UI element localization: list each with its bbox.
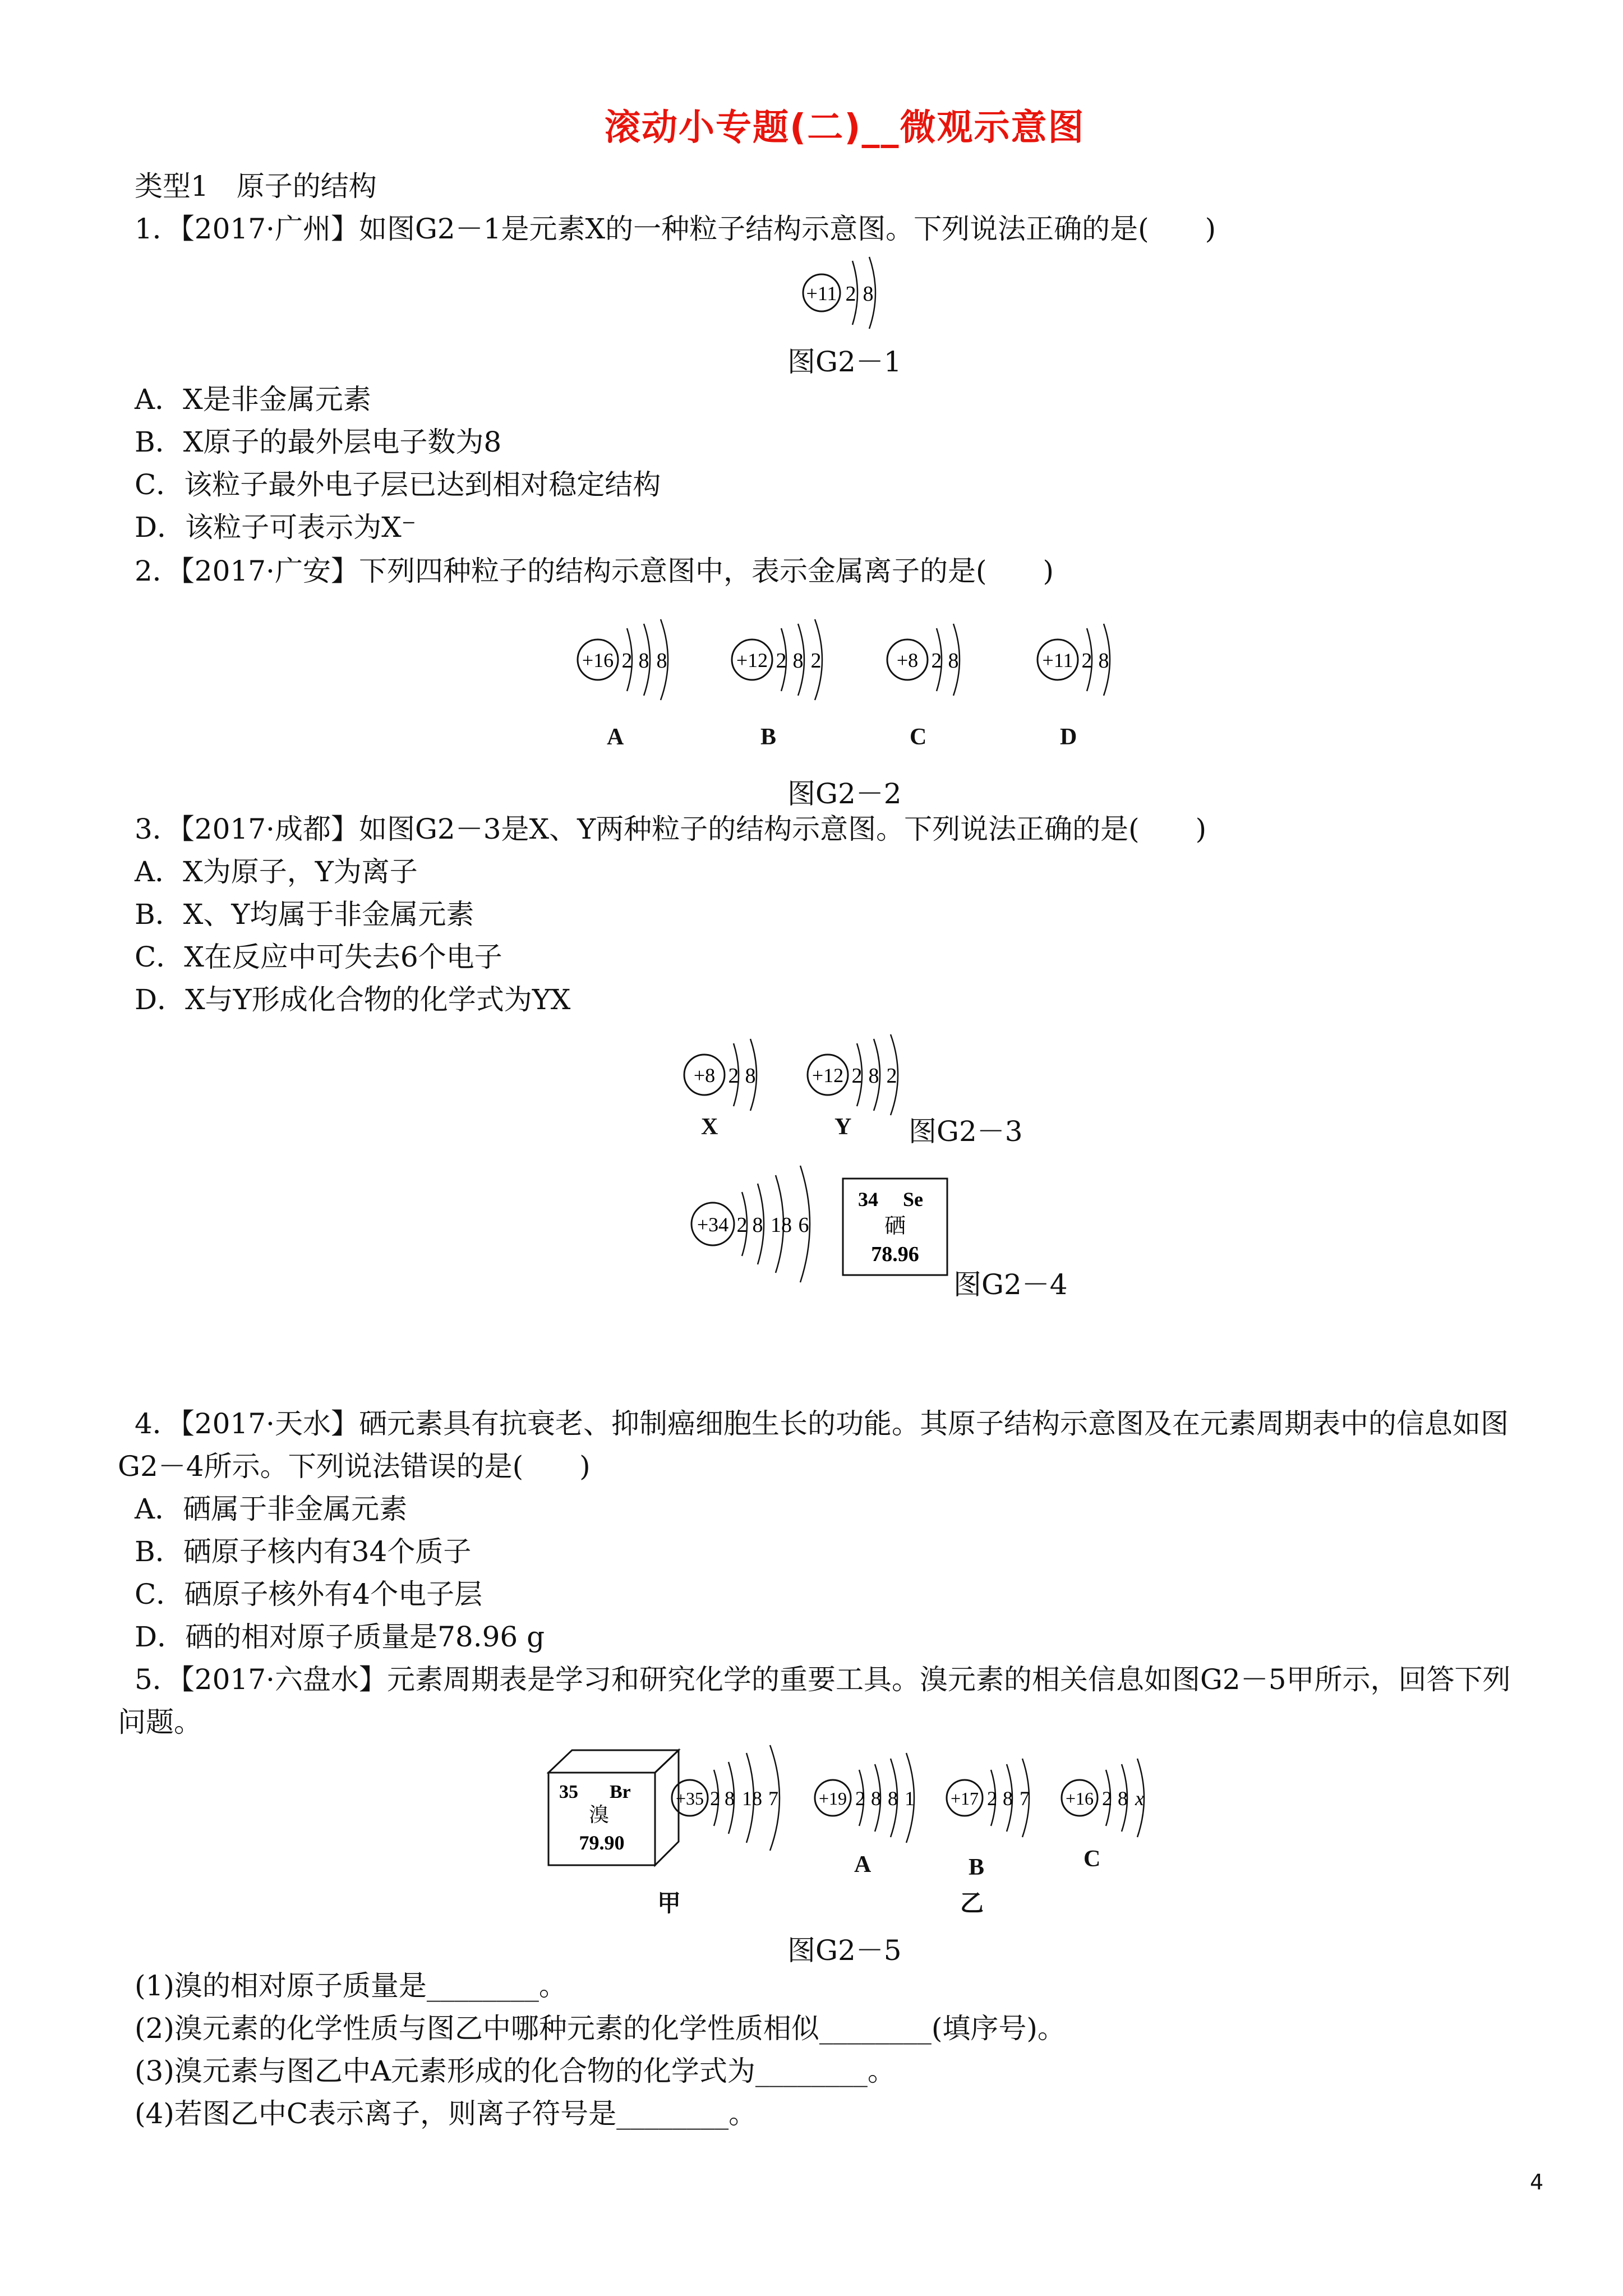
svg-text:8: 8 <box>745 1064 756 1088</box>
shell-2-count: 8 <box>863 282 874 306</box>
svg-text:7: 7 <box>1020 1787 1030 1810</box>
svg-text:2: 2 <box>621 649 633 673</box>
question-4-option-c: C．硒原子核外有4个电子层 <box>135 1578 483 1611</box>
svg-text:2: 2 <box>931 649 942 673</box>
bromine-periodic-cell <box>547 1747 681 1868</box>
question-1-option-c: C．该粒子最外电子层已达到相对稳定结构 <box>135 468 661 501</box>
question-3-stem: 3．【2017·成都】如图G2－3是X、Y两种粒子的结构示意图。下列说法正确的是( ) <box>135 813 1207 845</box>
svg-text:2: 2 <box>855 1787 865 1810</box>
svg-text:7: 7 <box>768 1787 778 1810</box>
yi-label-b: B <box>969 1855 985 1880</box>
svg-text:18: 18 <box>771 1213 792 1237</box>
svg-text:2: 2 <box>736 1213 748 1237</box>
section-heading: 类型1 原子的结构 <box>135 170 377 203</box>
svg-text:2: 2 <box>851 1064 863 1088</box>
selenium-periodic-cell <box>841 1177 953 1278</box>
svg-text:x: x <box>1135 1787 1144 1810</box>
svg-text:+17: +17 <box>950 1788 979 1809</box>
svg-text:8: 8 <box>1098 649 1109 673</box>
question-1-option-d: D．该粒子可表示为X⁻ <box>135 511 417 544</box>
svg-text:+11: +11 <box>1042 649 1073 671</box>
bromine-atom-diagram <box>665 1742 796 1854</box>
figure-g2-2-caption: 图G2－2 <box>787 777 902 810</box>
svg-text:硒: 硒 <box>884 1214 906 1238</box>
question-1-option-a: A．X是非金属元素 <box>135 383 371 416</box>
figure-label-y: Y <box>834 1114 852 1140</box>
question-3-option-c: C．X在反应中可失去6个电子 <box>135 941 502 973</box>
figure-g2-5-caption: 图G2－5 <box>787 1934 902 1967</box>
question-5-part-3: (3)溴元素与图乙中A元素形成的化合物的化学式为________。 <box>135 2055 896 2087</box>
atom-b-diagram <box>732 619 822 700</box>
svg-text:8: 8 <box>656 649 667 673</box>
svg-text:Se: Se <box>903 1188 923 1211</box>
question-5-part-4: (4)若图乙中C表示离子，则离子符号是________。 <box>135 2097 757 2130</box>
svg-text:+16: +16 <box>1065 1788 1094 1809</box>
svg-text:2: 2 <box>886 1064 897 1088</box>
figure-label-x: X <box>701 1114 718 1140</box>
question-3-option-b: B．X、Y均属于非金属元素 <box>135 898 474 931</box>
question-5-part-1: (1)溴的相对原子质量是________。 <box>135 1970 567 2002</box>
svg-text:8: 8 <box>638 649 649 673</box>
svg-text:+16: +16 <box>582 649 614 671</box>
yi-label-c: C <box>1083 1846 1101 1872</box>
svg-text:8: 8 <box>888 1787 898 1810</box>
figure-g2-1-atom <box>796 252 909 331</box>
svg-text:8: 8 <box>725 1787 735 1810</box>
yi-label-a: A <box>854 1852 872 1878</box>
svg-text:溴: 溴 <box>589 1803 610 1826</box>
svg-text:+19: +19 <box>818 1788 847 1809</box>
question-1-stem: 1．【2017·广州】如图G2－1是元素X的一种粒子结构示意图。下列说法正确的是( ) <box>135 213 1216 245</box>
svg-text:2: 2 <box>810 649 822 673</box>
svg-text:8: 8 <box>792 649 804 673</box>
figure-label-yi: 乙 <box>960 1891 984 1917</box>
svg-text:2: 2 <box>728 1064 739 1088</box>
figure-label-jia: 甲 <box>657 1891 681 1917</box>
figure-label-c: C <box>910 724 927 750</box>
svg-text:2: 2 <box>987 1787 997 1810</box>
figure-label-a: A <box>607 724 624 750</box>
svg-text:1: 1 <box>905 1787 915 1810</box>
question-5-part-2: (2)溴元素的化学性质与图乙中哪种元素的化学性质相似________(填序号)。 <box>135 2012 1066 2045</box>
shell-1-count: 2 <box>845 282 856 306</box>
question-4-option-d: D．硒的相对原子质量是78.96 g <box>135 1621 545 1653</box>
atom-y-diagram <box>808 1034 898 1115</box>
question-2-stem: 2．【2017·广安】下列四种粒子的结构示意图中，表示金属离子的是( ) <box>135 555 1054 587</box>
svg-text:2: 2 <box>1081 649 1092 673</box>
nucleus-label: +11 <box>806 282 837 305</box>
atom-x-diagram <box>684 1039 757 1111</box>
figure-g2-3 <box>673 1032 942 1122</box>
svg-text:+12: +12 <box>811 1064 844 1087</box>
atom-b-chlorine-diagram <box>939 1750 1046 1846</box>
svg-text:8: 8 <box>948 649 959 673</box>
svg-text:8: 8 <box>1003 1787 1013 1810</box>
atom-c-sulfur-diagram <box>1054 1750 1161 1846</box>
svg-text:+12: +12 <box>736 649 768 671</box>
svg-text:79.90: 79.90 <box>579 1832 625 1854</box>
page-title: 滚动小专题(二)__微观示意图 <box>605 107 1085 149</box>
question-4-stem-line-2: G2－4所示。下列说法错误的是( ) <box>118 1450 591 1483</box>
svg-text:2: 2 <box>776 649 787 673</box>
svg-text:+8: +8 <box>693 1064 716 1087</box>
svg-text:8: 8 <box>752 1213 763 1237</box>
figure-label-b: B <box>760 724 777 750</box>
atom-a-potassium-diagram <box>808 1750 931 1846</box>
svg-text:2: 2 <box>710 1787 720 1810</box>
page-number: 4 <box>1530 2170 1544 2194</box>
svg-text:35: 35 <box>559 1782 578 1802</box>
svg-text:8: 8 <box>1118 1787 1128 1810</box>
atom-a-diagram <box>578 619 668 700</box>
question-1-option-b: B．X原子的最外层电子数为8 <box>135 426 502 458</box>
svg-text:8: 8 <box>871 1787 881 1810</box>
question-5-stem-line-1: 5．【2017·六盘水】元素周期表是学习和研究化学的重要工具。溴元素的相关信息如图G2－5甲所示，回答下列 <box>135 1663 1511 1696</box>
svg-text:6: 6 <box>798 1213 809 1237</box>
question-3-option-a: A．X为原子，Y为离子 <box>135 855 418 888</box>
figure-g2-1-caption: 图G2－1 <box>787 346 902 378</box>
svg-text:+35: +35 <box>675 1788 704 1809</box>
svg-text:8: 8 <box>868 1064 879 1088</box>
question-3-option-d: D．X与Y形成化合物的化学式为YX <box>135 983 571 1016</box>
question-4-option-b: B．硒原子核内有34个质子 <box>135 1535 472 1568</box>
figure-label-d: D <box>1060 724 1077 750</box>
svg-text:Br: Br <box>610 1782 631 1802</box>
nucleus-label: +34 <box>697 1213 729 1236</box>
question-5-stem-line-2: 问题。 <box>118 1706 202 1738</box>
svg-text:78.96: 78.96 <box>871 1243 919 1266</box>
figure-g2-2 <box>566 617 1144 707</box>
svg-text:+8: +8 <box>896 649 919 671</box>
figure-g2-4-atom <box>681 1161 850 1290</box>
svg-text:34: 34 <box>858 1188 878 1211</box>
figure-g2-3-caption: 图G2－3 <box>909 1115 1023 1148</box>
svg-text:2: 2 <box>1102 1787 1112 1810</box>
atom-c-diagram <box>887 624 960 696</box>
atom-d-diagram <box>1038 624 1110 696</box>
figure-g2-4-caption: 图G2－4 <box>953 1268 1068 1301</box>
question-4-stem-line-1: 4．【2017·天水】硒元素具有抗衰老、抑制癌细胞生长的功能。其原子结构示意图及在元素周期表中的信息如图 <box>135 1407 1509 1440</box>
svg-text:18: 18 <box>742 1787 762 1810</box>
question-4-option-a: A．硒属于非金属元素 <box>135 1493 408 1525</box>
